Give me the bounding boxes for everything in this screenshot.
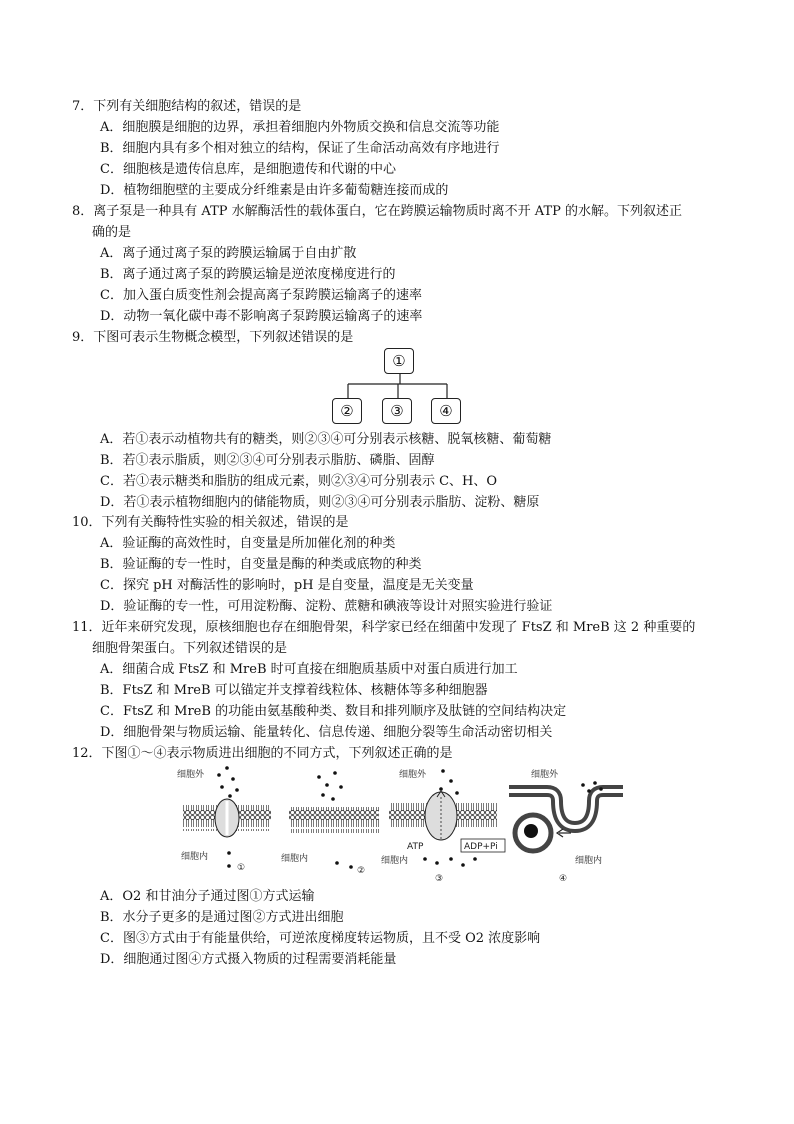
option-b: B．验证酶的专一性时，自变量是酶的种类或底物的种类 bbox=[100, 557, 422, 572]
question-11 bbox=[72, 617, 732, 743]
question-9-stem bbox=[72, 327, 732, 348]
option-a: A．细胞膜是细胞的边界，承担着细胞内外物质交换和信息交流等功能 bbox=[100, 120, 500, 135]
concept-model-diagram bbox=[330, 346, 470, 430]
option-a: A．验证酶的高效性时，自变量是所加催化剂的种类 bbox=[100, 536, 396, 551]
panel-3-outside-label: 细胞外 bbox=[399, 770, 427, 780]
concept-box-top: ① bbox=[384, 348, 414, 374]
option-d: D．验证酶的专一性，可用淀粉酶、淀粉、蔗糖和碘液等设计对照实验进行验证 bbox=[100, 599, 553, 614]
question-11-stem-cont: 细胞骨架蛋白。下列叙述错误的是 bbox=[92, 641, 288, 656]
question-10-stem bbox=[72, 512, 732, 533]
option-c: C．若①表示糖类和脂肪的组成元素，则②③④可分别表示 C、H、O bbox=[100, 474, 498, 489]
question-number: 8． bbox=[72, 204, 94, 219]
question-text: 离子泵是一种具有 ATP 水解酶活性的载体蛋白，它在跨膜运输物质时离不开 ATP 的水解。下列叙述正 bbox=[93, 204, 683, 219]
question-12-stem bbox=[72, 743, 732, 764]
question-8 bbox=[72, 201, 732, 327]
question-9-options bbox=[72, 429, 732, 513]
option-d: D．动物一氧化碳中毒不影响离子泵跨膜运输离子的速率 bbox=[100, 309, 423, 324]
question-12-options bbox=[72, 886, 732, 970]
question-text: 下图可表示生物概念模型，下列叙述错误的是 bbox=[93, 330, 354, 345]
panel-1-inside-label: 细胞内 bbox=[181, 852, 209, 862]
question-8-stem bbox=[72, 201, 732, 222]
option-a: A．O2 和甘油分子通过图①方式运输 bbox=[100, 889, 315, 904]
panel-3-active-transport bbox=[381, 768, 505, 884]
option-b: B．细胞内具有多个相对独立的结构，保证了生命活动高效有序地进行 bbox=[100, 141, 500, 156]
panel-3-inside-label: 细胞内 bbox=[381, 856, 409, 866]
question-8-stem-cont: 确的是 bbox=[92, 225, 132, 240]
panel-2-number: ② bbox=[357, 866, 366, 876]
option-b: B．水分子更多的是通过图②方式进出细胞 bbox=[100, 910, 344, 925]
option-b: B．离子通过离子泵的跨膜运输是逆浓度梯度进行的 bbox=[100, 267, 396, 282]
option-c: C．细胞核是遗传信息库，是细胞遗传和代谢的中心 bbox=[100, 162, 396, 177]
option-a: A．细菌合成 FtsZ 和 MreB 时可直接在细胞质基质中对蛋白质进行加工 bbox=[100, 662, 518, 677]
question-text: 下列有关细胞结构的叙述，错误的是 bbox=[93, 99, 302, 114]
question-number: 10． bbox=[72, 515, 102, 530]
concept-box-child-2: ③ bbox=[382, 398, 412, 424]
question-12 bbox=[72, 743, 732, 764]
concept-box-child-3: ④ bbox=[431, 398, 461, 424]
panel-3-adp-label: ADP+Pi bbox=[464, 842, 498, 852]
option-c: C．加入蛋白质变性剂会提高离子泵跨膜运输离子的速率 bbox=[100, 288, 422, 303]
option-b: B．若①表示脂质，则②③④可分别表示脂肪、磷脂、固醇 bbox=[100, 453, 435, 468]
question-7 bbox=[72, 96, 732, 201]
question-11-stem bbox=[72, 617, 732, 638]
question-number: 7． bbox=[72, 99, 94, 114]
concept-box-child-1: ② bbox=[332, 398, 362, 424]
membrane-transport-illustration bbox=[175, 763, 630, 887]
option-c: C．图③方式由于有能量供给，可逆浓度梯度转运物质，且不受 O2 浓度影响 bbox=[100, 931, 541, 946]
option-a: A．若①表示动植物共有的糖类，则②③④可分别表示核糖、脱氧核糖、葡萄糖 bbox=[100, 432, 552, 447]
option-d: D．细胞骨架与物质运输、能量转化、信息传递、细胞分裂等生命活动密切相关 bbox=[100, 725, 553, 740]
panel-4-inside-label: 细胞内 bbox=[575, 856, 603, 866]
panel-4-number: ④ bbox=[559, 874, 568, 884]
panel-3-atp-label: ATP bbox=[407, 842, 424, 852]
panel-4-endocytosis bbox=[509, 768, 623, 884]
option-c: C．探究 pH 对酶活性的影响时，pH 是自变量，温度是无关变量 bbox=[100, 578, 474, 593]
option-c: C．FtsZ 和 MreB 的功能由氨基酸种类、数目和排列顺序及肽链的空间结构决定 bbox=[100, 704, 567, 719]
question-text: 下图①～④表示物质进出细胞的不同方式，下列叙述正确的是 bbox=[101, 746, 453, 761]
question-text: 下列有关酶特性实验的相关叙述，错误的是 bbox=[101, 515, 349, 530]
option-b: B．FtsZ 和 MreB 可以锚定并支撑着线粒体、核糖体等多种细胞器 bbox=[100, 683, 488, 698]
question-7-stem bbox=[72, 96, 732, 117]
membrane-transport-figure bbox=[175, 763, 630, 887]
question-10 bbox=[72, 512, 732, 617]
option-d: D．若①表示植物细胞内的储能物质，则②③④可分别表示脂肪、淀粉、糖原 bbox=[100, 495, 540, 510]
option-d: D．植物细胞壁的主要成分纤维素是由许多葡萄糖连接而成的 bbox=[100, 183, 449, 198]
option-a: A．离子通过离子泵的跨膜运输属于自由扩散 bbox=[100, 246, 357, 261]
question-number: 12． bbox=[72, 746, 102, 761]
option-d: D．细胞通过图④方式摄入物质的过程需要消耗能量 bbox=[100, 952, 397, 967]
panel-4-outside-label: 细胞外 bbox=[531, 770, 559, 780]
question-text: 近年来研究发现，原核细胞也存在细胞骨架，科学家已经在细菌中发现了 FtsZ 和 MreB 这 2 种重要的 bbox=[101, 620, 696, 635]
question-number: 11． bbox=[72, 620, 102, 635]
panel-1-number: ① bbox=[237, 863, 246, 873]
panel-3-number: ③ bbox=[435, 874, 444, 884]
panel-2-free-diffusion bbox=[281, 771, 379, 876]
panel-1-channel-diffusion bbox=[177, 766, 271, 873]
question-9 bbox=[72, 327, 732, 348]
panel-1-outside-label: 细胞外 bbox=[177, 770, 205, 780]
panel-2-inside-label: 细胞内 bbox=[281, 854, 309, 864]
question-number: 9． bbox=[72, 330, 94, 345]
